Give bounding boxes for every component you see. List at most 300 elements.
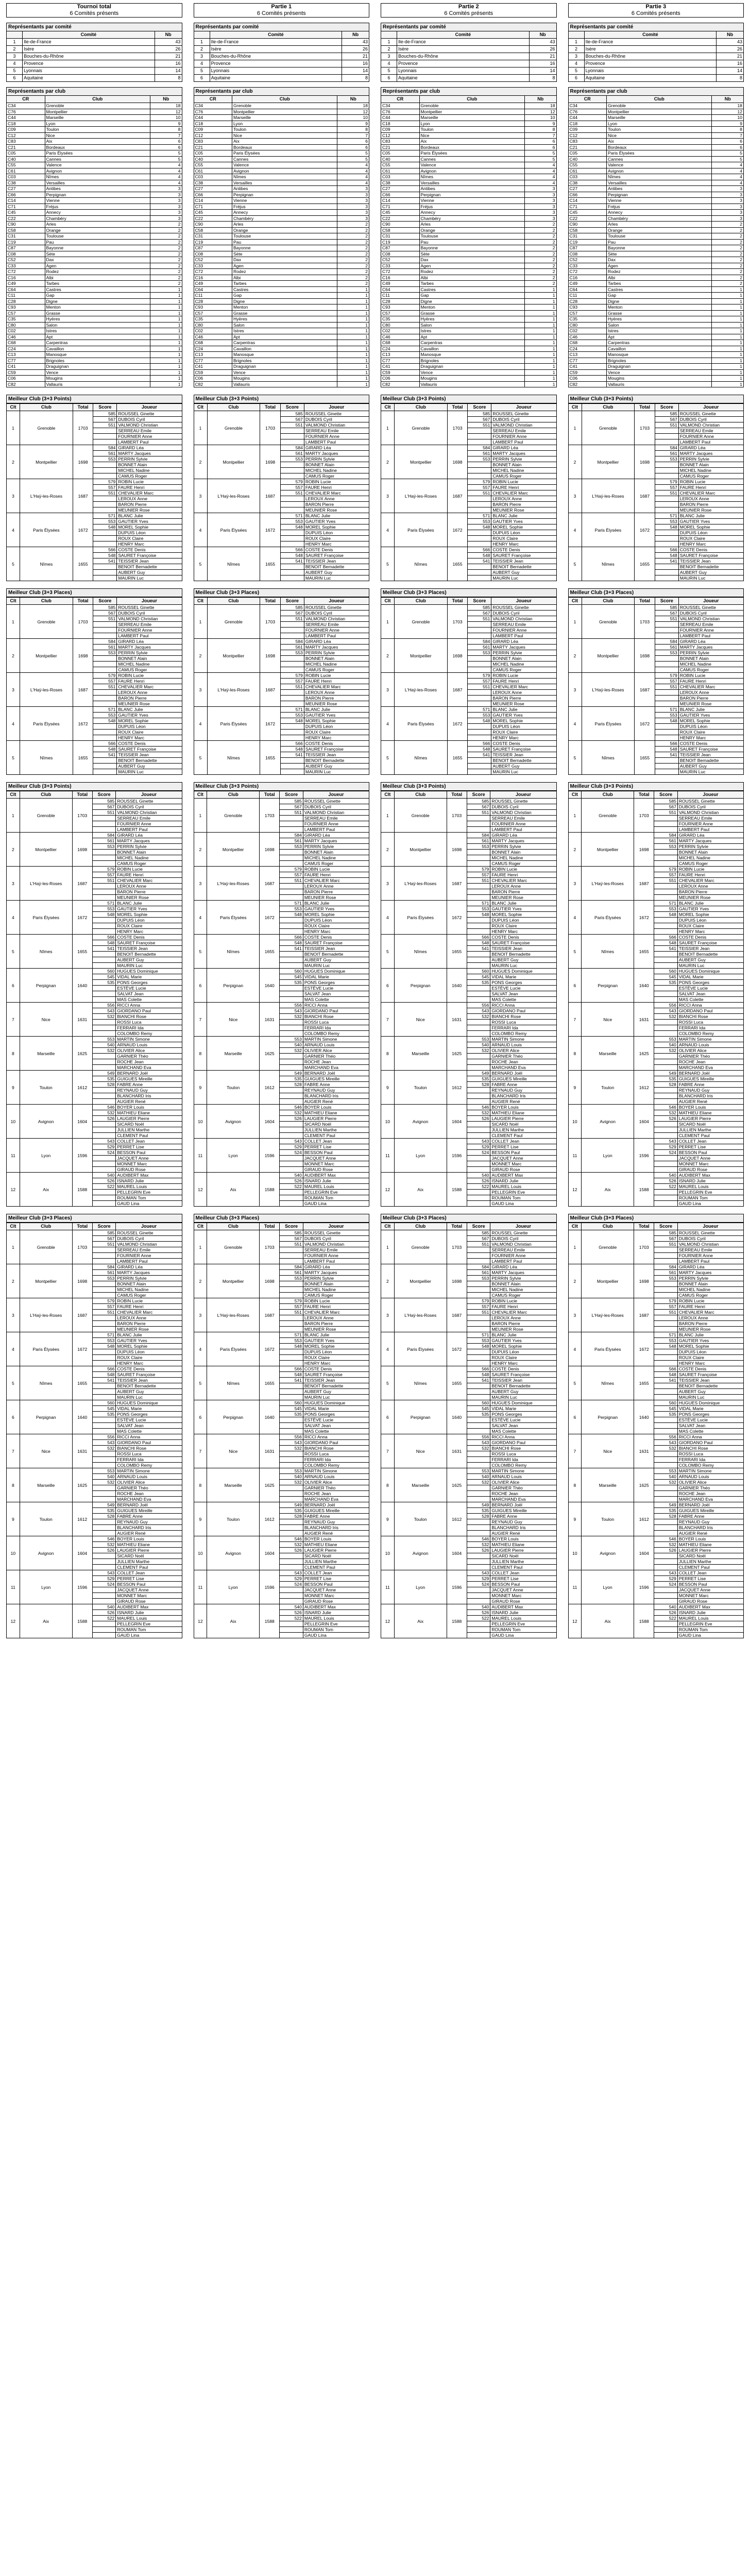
club-row [381, 162, 557, 168]
best-score: 532 [280, 1542, 303, 1548]
club-code: C44 [381, 115, 420, 121]
best-player: VIDAL Marie [677, 974, 743, 980]
best-score [467, 918, 490, 923]
best-score: 566 [93, 741, 117, 747]
best-player: PERRIN Sylvie [678, 650, 743, 656]
club-row [381, 127, 557, 133]
best-club: Perpignan [582, 1400, 634, 1434]
best-score [92, 1031, 116, 1037]
best-total: 1687 [634, 867, 654, 901]
best-player: CHEVALIER Marc [491, 490, 556, 496]
best-player: ROUX Claire [117, 730, 182, 735]
best-score [467, 1429, 490, 1434]
best-score [280, 1599, 303, 1604]
club-name: Bayonne [419, 245, 524, 251]
best-score [93, 564, 117, 570]
best-player: CHEVALIER Marc [490, 1310, 556, 1315]
best-score: 528 [467, 1082, 490, 1088]
best-score [280, 769, 304, 775]
club-name: Nîmes [232, 174, 337, 180]
club-code: C22 [381, 215, 420, 222]
club-code: C08 [381, 251, 420, 257]
club-code: C13 [568, 352, 607, 358]
best-row [381, 1105, 557, 1110]
best-score [92, 1565, 116, 1570]
club-code: C71 [7, 204, 45, 210]
best-score [280, 1395, 303, 1400]
best-player: LAUGIER Pierre [490, 1548, 556, 1553]
best-total: 1596 [260, 1139, 280, 1173]
best-player: BESSON Paul [677, 1150, 743, 1156]
best-player: GIRARD Léa [303, 833, 369, 838]
best-score [467, 850, 490, 855]
best-club: Perpignan [582, 969, 634, 1003]
club-code: C57 [194, 310, 232, 316]
best-header-row [568, 791, 744, 799]
best-score: 532 [654, 1048, 678, 1054]
best-total: 1588 [634, 1604, 654, 1638]
best-score: 529 [280, 1144, 303, 1150]
best-player: PERRET Lise [116, 1576, 182, 1582]
best-club: Montpellier [207, 639, 260, 673]
best-score: 585 [280, 411, 304, 417]
best-player: ROUMAN Tom [116, 1195, 182, 1201]
best-score: 548 [467, 1372, 490, 1378]
club-code: C28 [194, 298, 232, 304]
best-score [654, 1383, 678, 1389]
best-score: 532 [654, 1480, 678, 1485]
best-player: CHEVALIER Marc [677, 878, 743, 884]
best-player: LAMBERT Paul [117, 439, 182, 445]
club-code: C44 [568, 115, 607, 121]
best-row [568, 673, 744, 679]
best-player: PERRIN Sylvie [304, 456, 369, 462]
best-row [194, 673, 369, 679]
club-row [194, 298, 369, 304]
club-code: C59 [194, 369, 232, 376]
club-row [381, 156, 557, 162]
best-player: MONNET Marc [303, 1161, 369, 1167]
club-code: C31 [194, 233, 232, 240]
best-score: 548 [92, 1344, 116, 1349]
best-score [467, 1259, 490, 1264]
best-score: 551 [92, 1242, 116, 1247]
best-score [654, 1531, 678, 1536]
best-row [568, 1139, 744, 1144]
best-score [280, 1423, 303, 1429]
club-name: Istres [607, 328, 712, 334]
club-code: C82 [194, 381, 232, 387]
col-header: Club [20, 1223, 72, 1230]
best-player: LAUGIER Pierre [116, 1116, 182, 1122]
best-row [568, 445, 744, 451]
club-code: C49 [194, 281, 232, 287]
best-total: 1596 [634, 1570, 654, 1604]
best-score: 549 [654, 1071, 678, 1076]
club-header-row [381, 96, 557, 103]
best-row [568, 1037, 744, 1042]
best-player: COSTE Denis [491, 547, 556, 553]
best-player: MEUNIER Rose [491, 701, 556, 707]
best-row [568, 639, 744, 645]
best-club-title: Meilleur Club (3+3 Points) [568, 395, 744, 403]
best-total: 1698 [73, 639, 93, 673]
club-code: C61 [381, 168, 420, 174]
best-total: 1703 [260, 1230, 280, 1264]
best-club: Avignon [394, 1536, 447, 1570]
best-score [655, 434, 678, 439]
best-score: 561 [654, 838, 678, 844]
best-club-title: Meilleur Club (3+3 Points) [6, 782, 182, 791]
club-row [7, 127, 182, 133]
best-score: 545 [92, 974, 116, 980]
club-row [381, 263, 557, 269]
best-player: BONNET Alain [303, 850, 369, 855]
best-score [92, 1491, 116, 1497]
best-player: HENRY Marc [677, 1361, 743, 1366]
best-player: BENOIT Bernadette [304, 758, 369, 764]
best-score: 584 [655, 639, 678, 645]
best-club: Perpignan [394, 1400, 447, 1434]
best-player: MEUNIER Rose [491, 507, 556, 513]
club-code: C90 [7, 222, 45, 228]
best-player: MAURIN Luc [491, 769, 556, 775]
best-player: MARTY Jacques [116, 1270, 182, 1276]
best-club-section [381, 588, 557, 775]
best-row [568, 411, 744, 417]
best-player: PERRIN Sylvie [303, 1276, 369, 1281]
club-name: Gap [419, 293, 524, 299]
best-score: 567 [280, 1236, 303, 1242]
best-player: BOYER Louis [303, 1536, 369, 1542]
club-code: C05 [381, 150, 420, 157]
best-score: 548 [468, 747, 491, 752]
best-score: 535 [280, 980, 303, 986]
best-total: 1687 [260, 1298, 280, 1332]
col-header: Nb [342, 31, 369, 39]
col-header: Total [447, 791, 467, 799]
best-score [467, 1156, 490, 1161]
best-player: PELLEGRIN Eve [490, 1190, 556, 1195]
best-score [655, 536, 678, 541]
club-row [7, 150, 182, 157]
best-player: COLOMBO Remy [303, 1463, 369, 1468]
col-header: Club [607, 96, 712, 103]
best-score [280, 929, 303, 935]
best-score: 585 [93, 605, 117, 611]
club-count: 2 [150, 281, 182, 287]
committee-rank: 5 [194, 67, 210, 75]
best-player: MICHEL Nadine [678, 468, 743, 473]
best-player: MONNET Marc [677, 1593, 743, 1599]
club-row [381, 269, 557, 275]
best-score: 535 [654, 1412, 678, 1417]
best-score: 532 [92, 1480, 116, 1485]
club-name: Tarbes [45, 281, 150, 287]
best-player: FABRE Anne [116, 1082, 182, 1088]
best-rank: 4 [381, 707, 395, 741]
club-code: C45 [568, 210, 607, 216]
best-score [654, 1451, 678, 1457]
club-count: 2 [524, 269, 556, 275]
best-rank: 11 [568, 1139, 582, 1173]
header-part-3 [568, 3, 744, 18]
best-score: 540 [467, 1474, 490, 1480]
best-player: CAMUS Roger [116, 1293, 182, 1298]
club-row [568, 121, 744, 127]
club-code: C59 [7, 369, 45, 376]
club-row [7, 257, 182, 263]
best-score [654, 1463, 678, 1468]
club-code: C11 [568, 293, 607, 299]
best-score [280, 1519, 303, 1525]
best-score [280, 1565, 303, 1570]
best-row [381, 411, 557, 417]
best-total: 1698 [634, 1264, 654, 1298]
best-total: 1672 [635, 513, 655, 547]
best-rank: 7 [381, 1003, 395, 1037]
best-player: MARTIN Simone [303, 1037, 369, 1042]
committee-count: 21 [529, 53, 556, 60]
best-row [381, 479, 557, 485]
club-count: 1 [337, 376, 369, 382]
best-player: ROUX Claire [491, 730, 556, 735]
best-player: MAURIN Luc [304, 769, 369, 775]
best-club-title: Meilleur Club (3+3 Points) [381, 782, 557, 791]
club-name: Antibes [419, 186, 524, 192]
best-club-title: Meilleur Club (3+3 Places) [381, 1214, 557, 1223]
best-row [194, 1570, 369, 1576]
best-club: Paris Élysées [207, 513, 260, 547]
club-code: C58 [568, 227, 607, 233]
club-name: Digne [419, 298, 524, 304]
best-player: BERNARD Joël [116, 1071, 182, 1076]
club-code: C06 [7, 376, 45, 382]
best-player: TEISSIER Jean [678, 752, 743, 758]
club-name: Cavaillon [232, 346, 337, 352]
best-player: SICARD Noël [490, 1122, 556, 1127]
best-player: GAUTIER Yves [117, 519, 182, 524]
best-score: 571 [92, 1332, 116, 1338]
best-score: 566 [280, 1366, 303, 1372]
best-club: Paris Élysées [395, 707, 448, 741]
club-header-row [7, 96, 182, 103]
best-total: 1687 [447, 673, 468, 707]
col-header: Score [655, 404, 678, 411]
best-score [280, 821, 303, 827]
club-row [194, 358, 369, 364]
club-count: 1 [524, 340, 556, 346]
club-code: C55 [194, 162, 232, 168]
club-count: 2 [150, 263, 182, 269]
best-player: MICHEL Nadine [303, 855, 369, 861]
best-rank: 11 [7, 1139, 20, 1173]
best-player: VALMOND Christian [678, 422, 743, 428]
best-score [93, 662, 117, 667]
best-score [92, 1531, 116, 1536]
best-player: AUBERT Guy [304, 570, 369, 575]
club-row [568, 358, 744, 364]
best-player: DUBOIS Cyril [677, 1236, 743, 1242]
best-player: CAMUS Roger [677, 1293, 743, 1298]
best-score: 557 [467, 872, 490, 878]
best-score: 553 [280, 1037, 303, 1042]
best-score [467, 923, 490, 929]
best-player: COLLET Jean [116, 1139, 182, 1144]
best-club: Avignon [207, 1536, 260, 1570]
best-player: ARNAUD Louis [116, 1042, 182, 1048]
club-code: C09 [381, 127, 420, 133]
best-player: MAUREL Louis [116, 1616, 182, 1621]
club-name: Manosque [45, 352, 150, 358]
best-player: RICCI Anna [303, 1434, 369, 1440]
best-row [194, 1003, 369, 1008]
col-header: Score [280, 404, 304, 411]
best-score: 529 [92, 1144, 116, 1150]
best-score [654, 1190, 678, 1195]
best-score: 528 [654, 1082, 678, 1088]
col-header: Score [654, 791, 678, 799]
best-score: 548 [280, 553, 304, 558]
best-row [568, 969, 744, 974]
best-score: 532 [92, 1014, 116, 1020]
best-score: 548 [467, 1344, 490, 1349]
best-player: BLANC Julie [303, 1332, 369, 1338]
club-row [381, 121, 557, 127]
best-score [280, 1156, 303, 1161]
club-name: Bordeaux [607, 144, 712, 150]
col-rank [381, 31, 397, 39]
best-total: 1604 [260, 1536, 280, 1570]
club-count: 2 [524, 222, 556, 228]
club-name: Paris Élysées [419, 150, 524, 157]
club-count: 2 [150, 275, 182, 281]
best-player: ISNARD Julie [116, 1610, 182, 1616]
header-subtitle: 6 Comités présents [70, 10, 119, 16]
best-player: MAURIN Luc [491, 575, 556, 581]
best-score [654, 1156, 678, 1161]
best-player: GAUTIER Yves [491, 519, 556, 524]
best-player: RICCI Anna [116, 1434, 182, 1440]
best-total: 1672 [72, 901, 92, 935]
best-player: VALMOND Christian [490, 1242, 556, 1247]
col-header: Clt [7, 598, 20, 605]
best-score [280, 963, 303, 969]
best-rank: 11 [381, 1570, 395, 1604]
club-name: Salon [607, 322, 712, 328]
best-player: ROUX Claire [303, 1355, 369, 1361]
best-score: 567 [280, 417, 304, 422]
club-code: C13 [381, 352, 420, 358]
club-count: 1 [712, 364, 744, 370]
best-score [467, 1293, 490, 1298]
club-name: Fréjus [419, 204, 524, 210]
best-club-table [194, 1223, 370, 1638]
best-score: 557 [655, 485, 678, 490]
best-score: 553 [655, 713, 678, 718]
best-player: HUGUES Dominique [490, 969, 556, 974]
club-name: Agen [232, 263, 337, 269]
best-score: 548 [280, 912, 303, 918]
best-score: 529 [467, 1144, 490, 1150]
best-player: GIRAUD Rose [303, 1599, 369, 1604]
best-score: 540 [467, 1042, 490, 1048]
best-score: 526 [654, 1610, 678, 1616]
best-total: 1596 [72, 1139, 92, 1173]
best-player: MAURIN Luc [677, 963, 743, 969]
best-player: SALVAT Jean [303, 991, 369, 997]
club-code: C09 [7, 127, 45, 133]
best-score [655, 530, 678, 536]
best-rank: 10 [7, 1105, 20, 1139]
best-score: 545 [654, 1406, 678, 1412]
header-total [6, 3, 182, 18]
best-club-title: Meilleur Club (3+3 Places) [568, 588, 744, 597]
club-count: 7 [337, 132, 369, 139]
best-player: PERRIN Sylvie [117, 650, 182, 656]
best-player: PONS Georges [116, 1412, 182, 1417]
club-count: 2 [524, 227, 556, 233]
best-total: 1687 [635, 673, 655, 707]
best-score: 543 [654, 1008, 678, 1014]
best-score [655, 468, 678, 473]
club-count: 10 [524, 115, 556, 121]
club-name: Agen [45, 263, 150, 269]
best-player: OLIVIER Alice [116, 1048, 182, 1054]
best-rank: 4 [194, 707, 207, 741]
club-code: C68 [7, 340, 45, 346]
best-row [7, 833, 182, 838]
best-score [280, 1361, 303, 1366]
best-score: 551 [280, 1242, 303, 1247]
best-score: 551 [468, 616, 491, 622]
best-player: LEROUX Anne [677, 1315, 743, 1321]
best-score [92, 1161, 116, 1167]
best-total: 1672 [634, 901, 654, 935]
club-row [194, 215, 369, 222]
club-row [381, 103, 557, 109]
best-player: ROCHE Jean [303, 1059, 369, 1065]
club-count: 12 [524, 109, 556, 115]
best-player: BONNET Alain [490, 850, 556, 855]
club-row [194, 109, 369, 115]
club-name: Montpellier [232, 109, 337, 115]
club-code: C93 [381, 304, 420, 311]
best-player: GIRAUD Rose [677, 1167, 743, 1173]
col-header: Club [582, 598, 635, 605]
best-player: MAURIN Luc [303, 1395, 369, 1400]
best-player: MICHEL Nadine [117, 468, 182, 473]
best-total: 1687 [260, 867, 280, 901]
best-player: ISNARD Julie [490, 1178, 556, 1184]
best-score [467, 1315, 490, 1321]
best-score [468, 764, 491, 769]
best-club: L'Haÿ-les-Roses [207, 479, 260, 513]
best-score: 526 [654, 1116, 678, 1122]
club-row [381, 222, 557, 228]
club-code: C09 [194, 127, 232, 133]
best-player: RICCI Anna [677, 1434, 743, 1440]
best-row [7, 605, 182, 611]
best-score: 584 [280, 445, 304, 451]
club-name: Castres [607, 286, 712, 293]
best-score: 532 [654, 1446, 678, 1451]
club-code: C45 [194, 210, 232, 216]
committee-title: Représentants par comité [381, 23, 557, 31]
best-score: 553 [92, 844, 116, 850]
committee-row [381, 53, 557, 60]
best-score [654, 1519, 678, 1525]
